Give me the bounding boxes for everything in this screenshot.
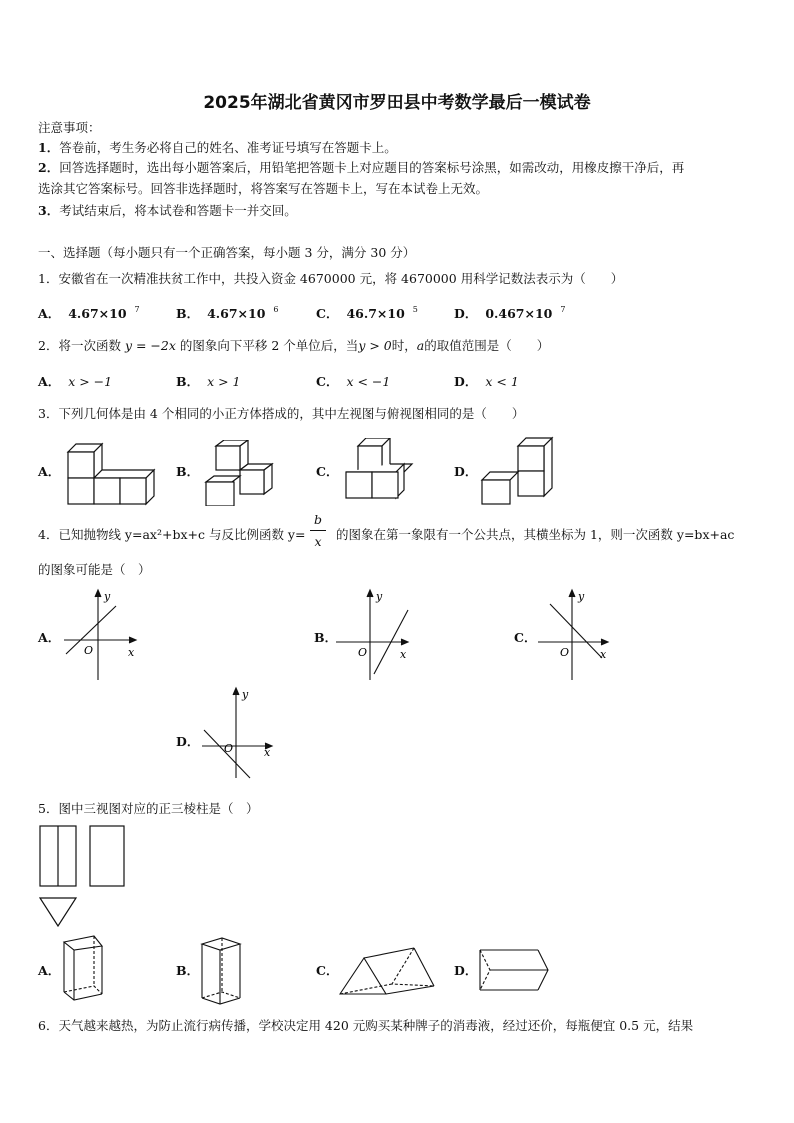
q5-prism-b [200,936,246,1006]
question-6-stem: 6．天气越来越热，为防止流行病传播，学校决定用 420 元购买某种牌子的消毒液，经过还价，每瓶便宜 0.5 元，结果 [38,1018,694,1033]
question-3-stem: 3．下列几何体是由 4 个相同的小正方体搭成的，其中左视图与俯视图相同的是（ ） [38,406,525,421]
question-4-stem-b: 的图象在第一象限有一个公共点，其横坐标为 1，则一次函数 y=bx+ac [336,527,735,542]
q5-prism-a [62,934,108,1004]
q5-prism-d [476,948,552,994]
q5-label-a: A． [38,963,61,978]
q3-figure-a [66,440,166,506]
question-4-stem-c: 的图象可能是（ ） [38,562,151,577]
q4-graph-c [534,586,614,682]
notice-heading: 注意事项： [38,120,101,135]
q2-option-b: B． x > 1 [176,374,241,389]
q3-label-c: C． [316,464,339,479]
svg-text:O: O [224,742,234,755]
svg-text:x: x [600,648,607,661]
q1-option-a: A． 4.67×10 $^7$ [38,305,140,321]
question-2-stem: 2．将一次函数 y = −2x 的图象向下平移 2 个单位后，当y > 0时，a的取值范围是（ ） [38,338,550,353]
q3-figure-b [204,440,284,506]
notice-item-2: 2．回答选择题时，选出每小题答案后，用铅笔把答题卡上对应题目的答案标号涂黑，如需改动，用橡皮擦干净后，再 [38,160,685,175]
svg-text:O: O [560,646,570,659]
q3-figure-c [344,438,424,504]
q3-label-b: B． [176,464,200,479]
svg-text:x: x [264,746,271,759]
q4-label-c: C． [514,630,537,645]
q2-option-d: D． x < 1 [454,374,519,389]
q4-label-b: B． [314,630,338,645]
q4-label-a: A． [38,630,61,645]
notice-item-1: 1．答卷前，考生务必将自己的姓名、准考证号填写在答题卡上。 [38,140,397,155]
question-4-stem: 4．已知抛物线 y=ax²+bx+c 与反比例函数 y= [38,527,306,542]
fraction-denominator: x [314,534,322,549]
fraction-bar [310,530,326,531]
svg-text:y: y [242,688,249,701]
svg-text:O: O [358,646,368,659]
q3-label-a: A． [38,464,61,479]
svg-text:y: y [376,590,383,603]
q5-label-d: D． [454,963,478,978]
question-1-stem: 1．安徽省在一次精准扶贫工作中，共投入资金 4670000 元，将 4670000 用科学记数法表示为（ ） [38,271,624,286]
notice-item-2-cont: 选涂其它答案标号。回答非选择题时，将答案写在答题卡上，写在本试卷上无效。 [38,181,489,196]
q4-label-d: D． [176,734,200,749]
section-heading: 一、选择题（每小题只有一个正确答案，每小题 3 分，满分 30 分） [38,245,416,260]
q1-option-b: B． 4.67×10 $^6$ [176,305,279,321]
fraction-numerator: b [313,512,322,527]
notice-item-3: 3．考试结束后，将本试卷和答题卡一并交回。 [38,203,297,218]
q5-label-b: B． [176,963,200,978]
svg-text:x: x [400,648,407,661]
q5-prism-c [338,944,438,998]
q4-graph-b [334,586,414,682]
svg-text:x: x [128,646,135,659]
q2-option-c: C． x < −1 [316,374,391,389]
q5-three-view-figure [38,822,128,930]
svg-text:y: y [578,590,585,603]
question-5-stem: 5．图中三视图对应的正三棱柱是（ ） [38,801,259,816]
q3-label-d: D． [454,464,478,479]
page-title: 2025年湖北省黄冈市罗田县中考数学最后一模试卷 [203,93,591,113]
q2-option-a: A． x > −1 [38,374,113,389]
q3-figure-d [480,436,564,508]
svg-text:O: O [84,644,94,657]
q5-label-c: C． [316,963,339,978]
q4-graph-a [60,586,140,682]
q4-graph-d [198,684,278,780]
svg-text:y: y [104,590,111,603]
q1-option-d: D． 0.467×10 $^7$ [454,305,566,321]
q1-option-c: C． 46.7×10 $^5$ [316,305,418,321]
q4-fraction [310,512,326,549]
